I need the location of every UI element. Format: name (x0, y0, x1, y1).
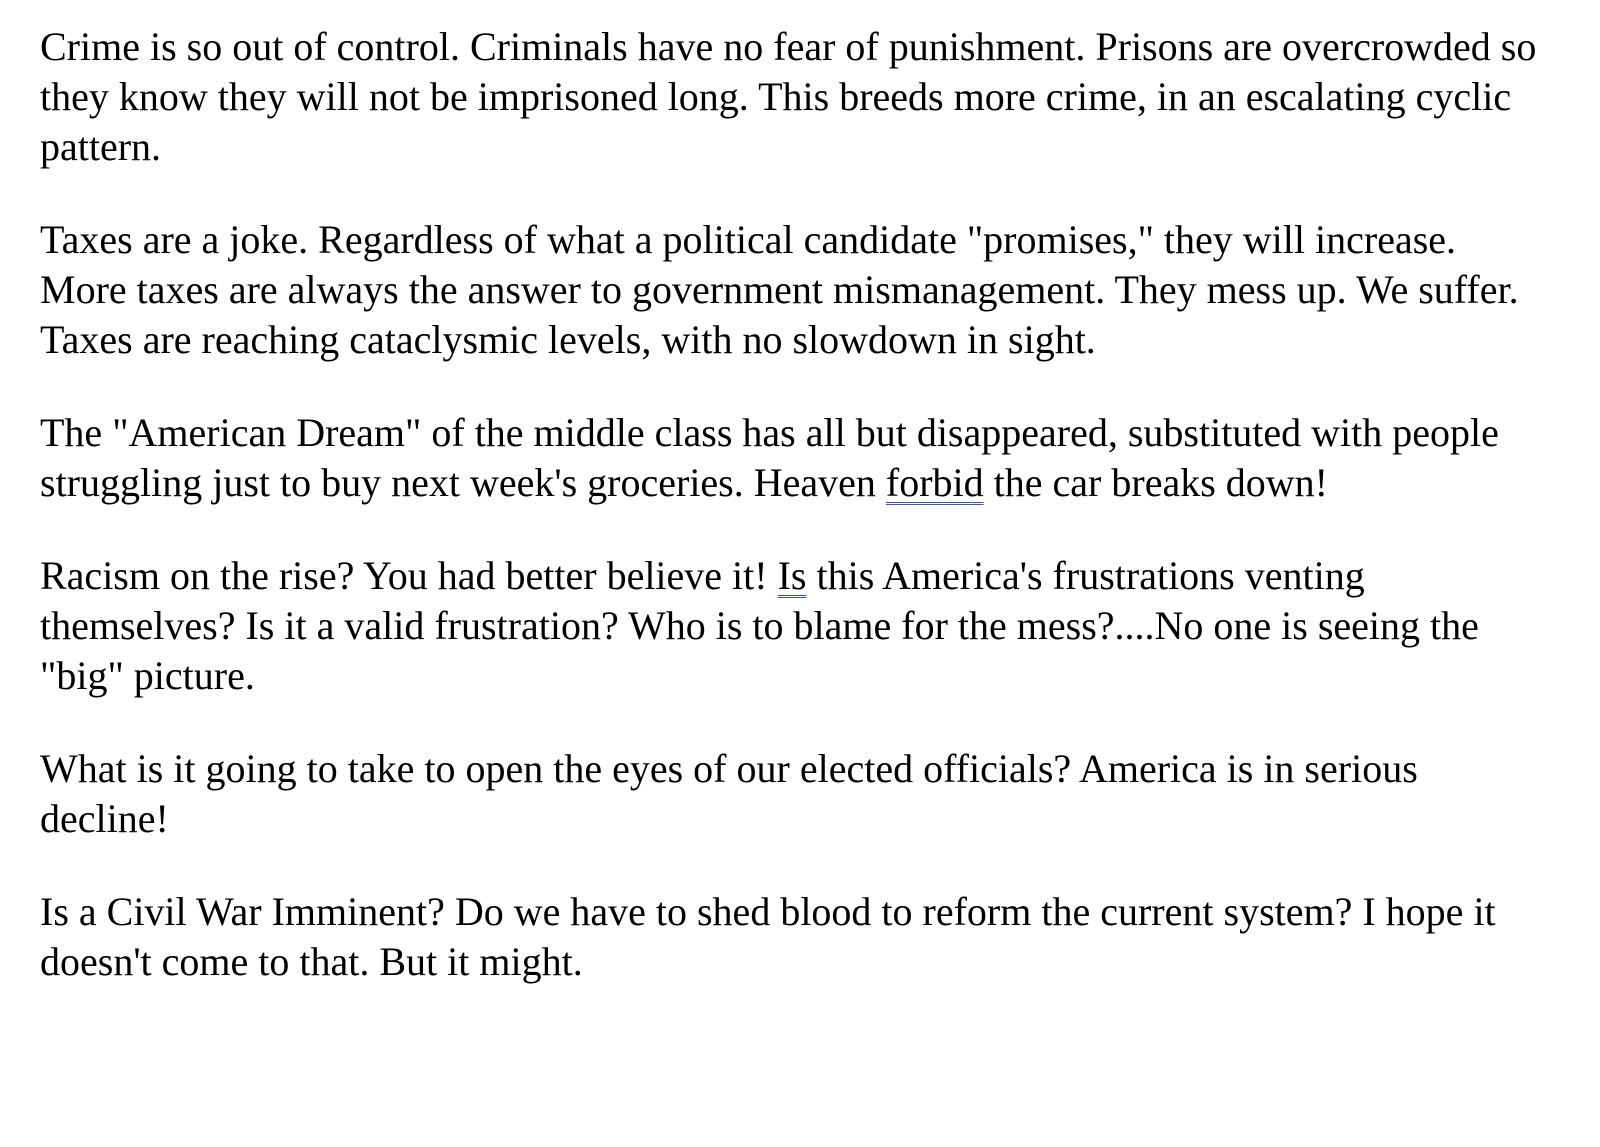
paragraph-taxes (40, 215, 1545, 365)
paragraph-american-dream (40, 408, 1545, 508)
paragraph-elected-officials (40, 744, 1545, 844)
paragraph-text: The "American Dream" of the middle class has all but disappeared, substituted with people struggling just to buy next week's groceries. Heaven (40, 410, 1499, 505)
paragraph-civil-war (40, 887, 1545, 987)
paragraph-text: the car breaks down! (983, 460, 1328, 505)
grammar-flagged-word[interactable]: Is (777, 553, 807, 598)
grammar-flagged-word[interactable]: forbid (885, 460, 984, 505)
paragraph-text: Crime is so out of control. Criminals have no fear of punishment. Prisons are overcrowded so they know they will not be imprisoned long. This breeds more crime, in an escalating cyclic pattern. (40, 24, 1537, 169)
paragraph-text: this America's frustrations venting themselves? Is it a valid frustration? Who is to blame for the mess?....No one is seeing the "big" picture. (40, 553, 1479, 698)
paragraph-racism (40, 551, 1545, 701)
paragraph-text: Racism on the rise? You had better believe it! (40, 553, 778, 598)
paragraph-text: What is it going to take to open the eyes of our elected officials? America is in serious decline! (40, 746, 1418, 841)
paragraph-text: Is a Civil War Imminent? Do we have to shed blood to reform the current system? I hope it doesn't come to that. But it might. (40, 889, 1496, 984)
paragraph-text: Taxes are a joke. Regardless of what a political candidate "promises," they will increase. More taxes are always the answer to government mismanagement. They mess up. We suffer. Taxes are reaching cataclysmic levels, with no slowdown in sight. (40, 217, 1519, 362)
document-body (40, 22, 1545, 987)
paragraph-crime (40, 22, 1545, 172)
